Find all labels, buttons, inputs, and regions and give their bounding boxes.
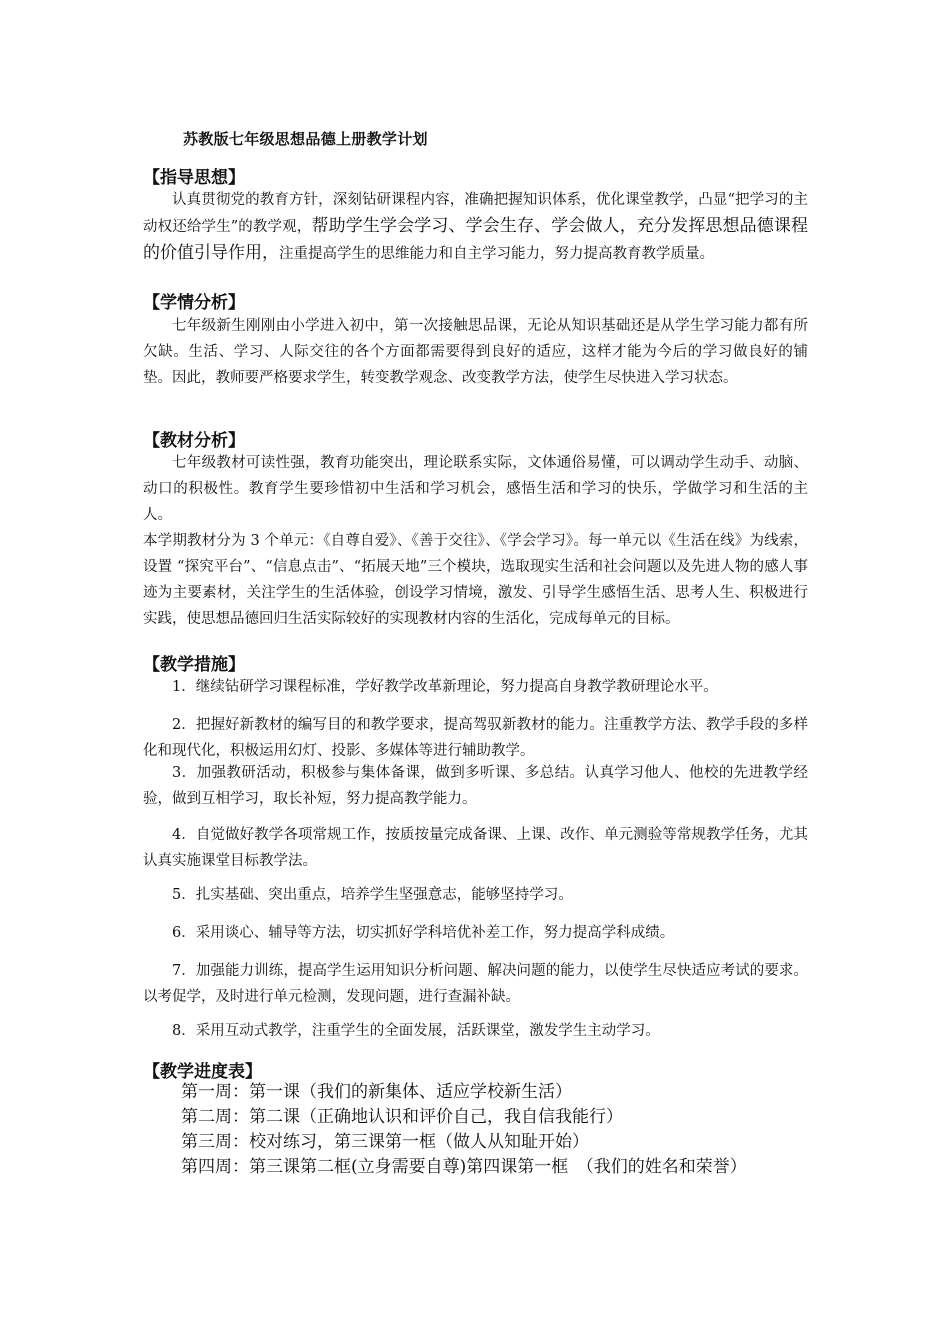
- measure-item-1: 1．继续钻研学习课程标准，学好教学改革新理论，努力提高自身教学教研理论水平。: [172, 679, 718, 695]
- measure-item-8: 8．采用互动式教学，注重学生的全面发展，活跃课堂，激发学生主动学习。: [172, 1023, 660, 1039]
- document-title: 苏教版七年级思想品德上册教学计划: [183, 130, 428, 148]
- schedule-week-4: 第四周：第三课第二框(立身需要自尊)第四课第一框 （我们的姓名和荣誉）: [181, 1157, 747, 1177]
- heading-teaching-measures: 【教学措施】: [143, 655, 245, 675]
- paragraph-guiding-ideology: [143, 187, 808, 267]
- schedule-week-1: 第一周：第一课（我们的新集体、适应学校新生活）: [181, 1082, 572, 1102]
- schedule-week-2: 第二周：第二课（正确地认识和评价自己，我自信我能行）: [181, 1107, 623, 1127]
- paragraph-material-analysis-1: 七年级教材可读性强，教育功能突出，理论联系实际，文体通俗易懂，可以调动学生动手、动脑、动口的积极性。教育学生要珍惜初中生活和学习机会，感悟生活和学习的快乐，学做学习和生活的主人。: [143, 455, 808, 523]
- measure-item-6: 6．采用谈心、辅导等方法，切实抓好学科培优补差工作，努力提高学科成绩。: [172, 925, 675, 941]
- measure-item-4: 4．自觉做好教学各项常规工作，按质按量完成备课、上课、改作、单元测验等常规教学任务，尤其认真实施课堂目标教学法。: [143, 827, 808, 869]
- measure-item-3: 3．加强教研活动，积极参与集体备课，做到多听课、多总结。认真学习他人、他校的先进教学经验，做到互相学习，取长补短，努力提高教学能力。: [143, 765, 808, 807]
- paragraph-material-analysis-2: 本学期教材分为 3 个单元：《自尊自爱》、《善于交往》、《学会学习》。每一单元以《生活在线》为线索，设置 “探究平台”、“信息点击”、“拓展天地”三个模块，选取现实生活和社会问题以及先进人物的感人事迹为主要素材，关注学生的生活体验，创设学习情境，激发、引导学生感悟生活、思考人生、积极进行实践，使思想品德回归生活实际较好的实现教材内容的生活化，完成每单元的目标。: [143, 533, 808, 627]
- measure-item-5: 5．扎实基础、突出重点，培养学生坚强意志，能够坚持学习。: [172, 887, 573, 903]
- heading-guiding-ideology: 【指导思想】: [143, 168, 245, 188]
- measure-item-2: 2．把握好新教材的编写目的和教学要求，提高驾驭新教材的能力。注重教学方法、教学手段的多样化和现代化，积极运用幻灯、投影、多媒体等进行辅助教学。: [143, 717, 808, 759]
- heading-teaching-schedule: 【教学进度表】: [143, 1062, 262, 1082]
- guide-text-b: 帮助学生学会学习、学会生存、学会做人，充分发挥思想品德课程的价值引导作用，: [143, 216, 808, 263]
- schedule-week-3: 第三周：校对练习，第三课第一框（做人从知耻开始）: [181, 1132, 589, 1152]
- measure-item-7: 7．加强能力训练，提高学生运用知识分析问题、解决问题的能力，以使学生尽快适应考试的要求。以考促学，及时进行单元检测，发现问题，进行查漏补缺。: [143, 963, 808, 1005]
- paragraph-student-analysis: 七年级新生刚刚由小学进入初中，第一次接触思品课，无论从知识基础还是从学生学习能力都有所欠缺。生活、学习、人际交往的各个方面都需要得到良好的适应，这样才能为今后的学习做良好的铺垫。因此，教师要严格要求学生，转变教学观念、改变教学方法，使学生尽快进入学习状态。: [143, 318, 808, 386]
- guide-text-c: 注重提高学生的思维能力和自主学习能力，努力提高教育教学质量。: [279, 246, 714, 262]
- heading-student-analysis: 【学情分析】: [143, 293, 245, 313]
- heading-material-analysis: 【教材分析】: [143, 431, 245, 451]
- guide-text-a: 认真贯彻党的教育方针，深刻钻研课程内容，准确把握知识体系，优化课堂教学，凸显“把学习的主动权还给学生”的教学观，: [143, 192, 808, 235]
